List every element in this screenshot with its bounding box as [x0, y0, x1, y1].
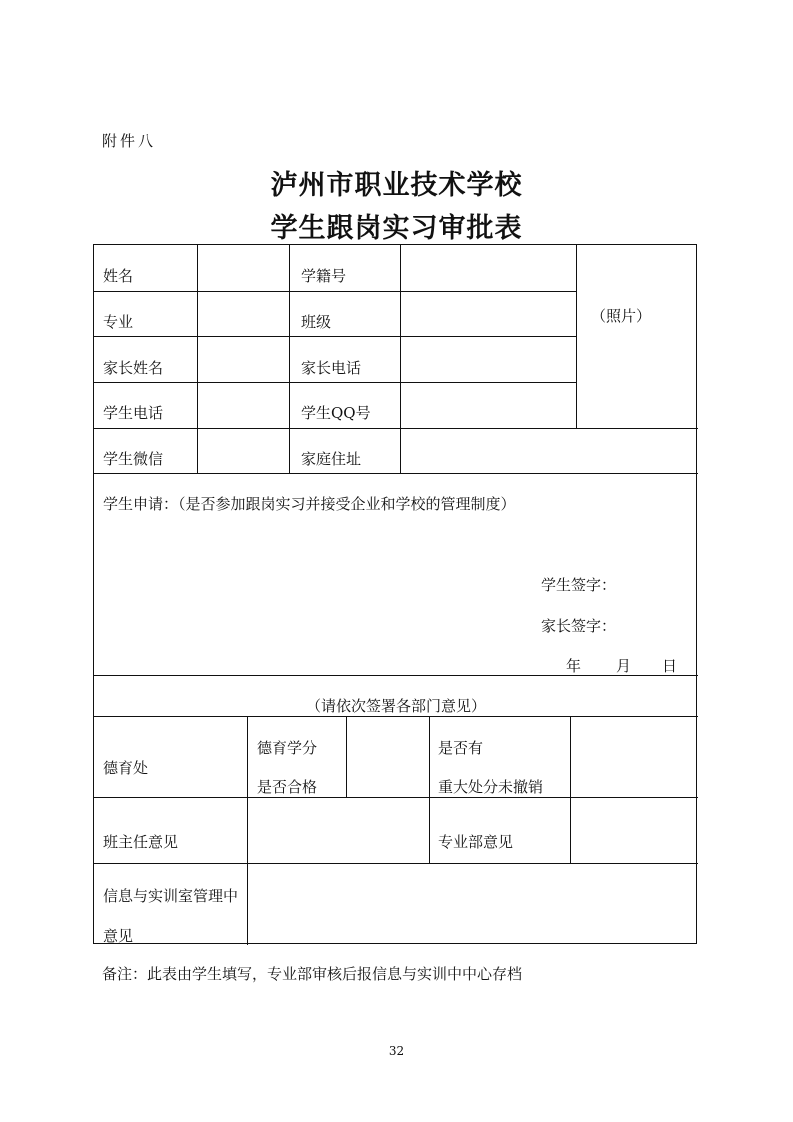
parent-phone-label: 家长电话	[301, 359, 362, 377]
col-divider	[576, 245, 577, 428]
punishment-label-line2: 重大处分未撤销	[438, 778, 544, 796]
row-divider	[94, 716, 698, 717]
moral-office-label: 德育处	[103, 759, 149, 777]
major-label: 专业	[103, 313, 134, 331]
approval-form-table	[93, 244, 697, 944]
student-id-label: 学籍号	[301, 267, 347, 285]
col-divider	[400, 245, 401, 473]
attachment-label: 附件八	[102, 132, 157, 150]
student-application-heading: 学生申请：（是否参加跟岗实习并接受企业和学校的管理制度）	[103, 495, 516, 513]
approval-instruction: （请依次签署各部门意见）	[305, 697, 486, 715]
date-day-label: 日	[662, 657, 678, 675]
row-divider	[94, 797, 698, 798]
row-divider	[94, 382, 576, 383]
punishment-label-line1: 是否有	[438, 739, 484, 757]
name-label: 姓名	[103, 267, 134, 285]
page-number: 32	[388, 1044, 405, 1058]
form-note: 备注：此表由学生填写，专业部审核后报信息与实训中中心存档	[102, 965, 523, 983]
photo-placeholder: （照片）	[591, 307, 652, 325]
col-divider	[429, 716, 430, 863]
class-label: 班级	[301, 313, 332, 331]
row-divider	[94, 336, 576, 337]
col-divider	[570, 716, 571, 863]
head-teacher-opinion-label: 班主任意见	[103, 833, 179, 851]
major-dept-opinion-label: 专业部意见	[438, 833, 514, 851]
date-year-label: 年	[566, 657, 582, 675]
col-divider	[197, 245, 198, 473]
col-divider	[289, 245, 290, 473]
col-divider	[346, 716, 347, 797]
info-center-label-line1: 信息与实训室管理中	[103, 887, 239, 905]
moral-credit-label-line2: 是否合格	[257, 778, 318, 796]
student-qq-label: 学生QQ号	[301, 404, 371, 422]
parent-name-label: 家长姓名	[103, 359, 164, 377]
student-signature-label: 学生签字：	[541, 576, 617, 594]
row-divider	[94, 428, 698, 429]
info-center-label-line2: 意见	[103, 927, 134, 945]
home-address-label: 家庭住址	[301, 450, 362, 468]
row-divider	[94, 473, 698, 474]
form-title-form: 学生跟岗实习审批表	[270, 213, 523, 244]
student-wechat-label: 学生微信	[103, 450, 164, 468]
parent-signature-label: 家长签字：	[541, 617, 617, 635]
student-phone-label: 学生电话	[103, 404, 164, 422]
row-divider	[94, 291, 576, 292]
date-month-label: 月	[616, 657, 632, 675]
form-title-school: 泸州市职业技术学校	[270, 170, 523, 201]
row-divider	[94, 675, 698, 676]
col-divider	[247, 716, 248, 945]
row-divider	[94, 863, 698, 864]
moral-credit-label-line1: 德育学分	[257, 739, 318, 757]
